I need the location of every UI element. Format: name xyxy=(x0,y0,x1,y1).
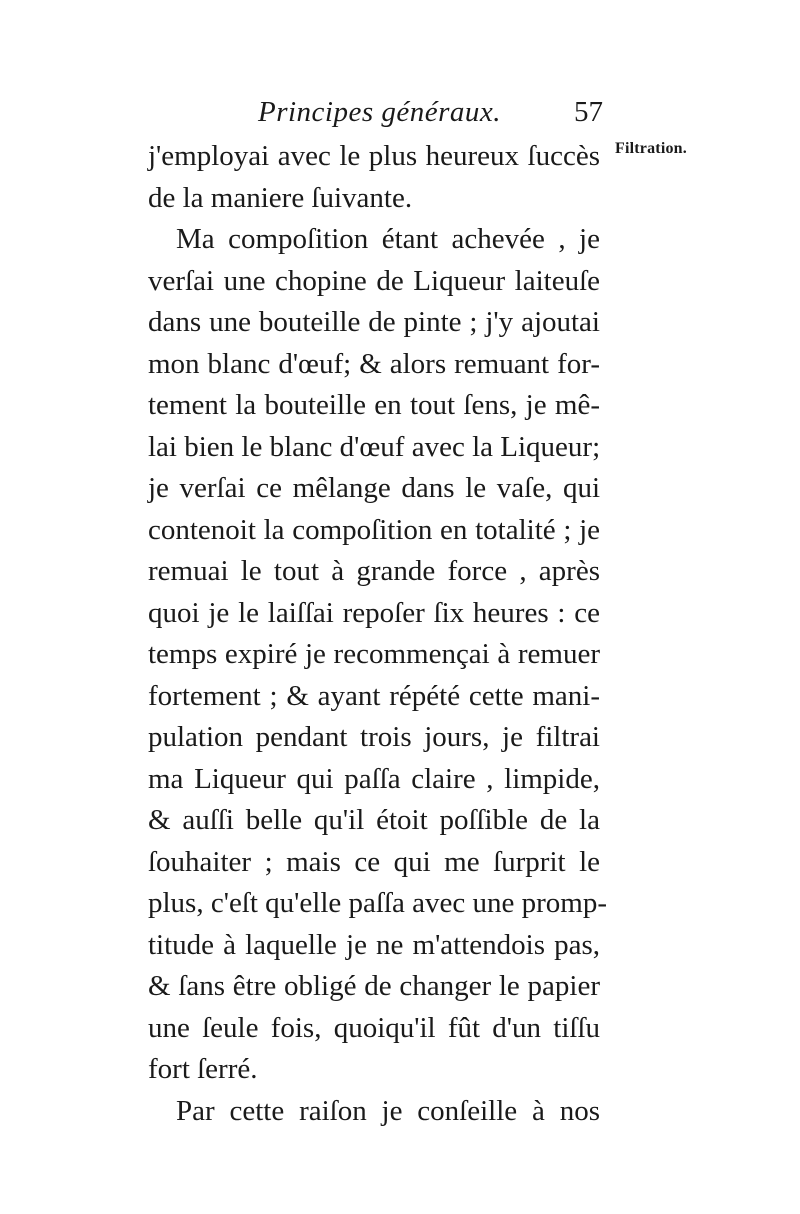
text-line: dans une bouteille de pinte ; j'y ajoutai xyxy=(148,306,600,338)
text-line: & ſans être obligé de changer le papier xyxy=(148,970,600,1002)
text-line: verſai une chopine de Liqueur laiteuſe xyxy=(148,264,600,297)
text-line: fortement ; & ayant répété cette mani- xyxy=(148,679,600,712)
text-line: une ſeule fois, quoiqu'il fût d'un tiſſu xyxy=(148,1011,600,1044)
text-line: fort ſerré. xyxy=(148,1053,258,1085)
text-line: remuai le tout à grande force , après xyxy=(148,555,600,587)
text-line: quoi je le laiſſai repoſer ſix heures : ce xyxy=(148,596,600,629)
text-line: lai bien le blanc d'œuf avec la Liqueur; xyxy=(148,430,601,463)
body-text xyxy=(148,136,607,1132)
running-title: Principes généraux. xyxy=(258,96,502,128)
text-line: Par cette raiſon je conſeille à nos xyxy=(176,1094,600,1127)
text-line: plus, c'eſt qu'elle paſſa avec une promp- xyxy=(148,887,607,919)
text-line: je verſai ce mêlange dans le vaſe, qui xyxy=(148,472,600,504)
text-line: tement la bouteille en tout ſens, je mê- xyxy=(148,389,600,421)
text-line: Ma compoſition étant achevée , je xyxy=(176,223,600,255)
text-line: ma Liqueur qui paſſa claire , limpide, xyxy=(148,762,600,795)
text-line: temps expiré je recommençai à remuer xyxy=(148,638,600,670)
text-line: titude à laquelle je ne m'attendois pas, xyxy=(148,928,600,961)
text-line: contenoit la compoſition en totalité ; je xyxy=(148,513,600,546)
text-line: pulation pendant trois jours, je filtrai xyxy=(148,721,600,753)
text-line: de la maniere ſuivante. xyxy=(148,181,413,214)
text-line: mon blanc d'œuf; & alors remuant for- xyxy=(148,347,600,380)
text-line: j'employai avec le plus heureux ſuccès xyxy=(148,140,600,172)
text-line: & auſſi belle qu'il étoit poſſible de la xyxy=(148,804,600,836)
page-header xyxy=(258,96,603,140)
margin-note: Filtration. xyxy=(615,140,687,157)
page-number: 57 xyxy=(574,96,603,128)
text-line: ſouhaiter ; mais ce qui me ſurprit le xyxy=(148,845,600,878)
